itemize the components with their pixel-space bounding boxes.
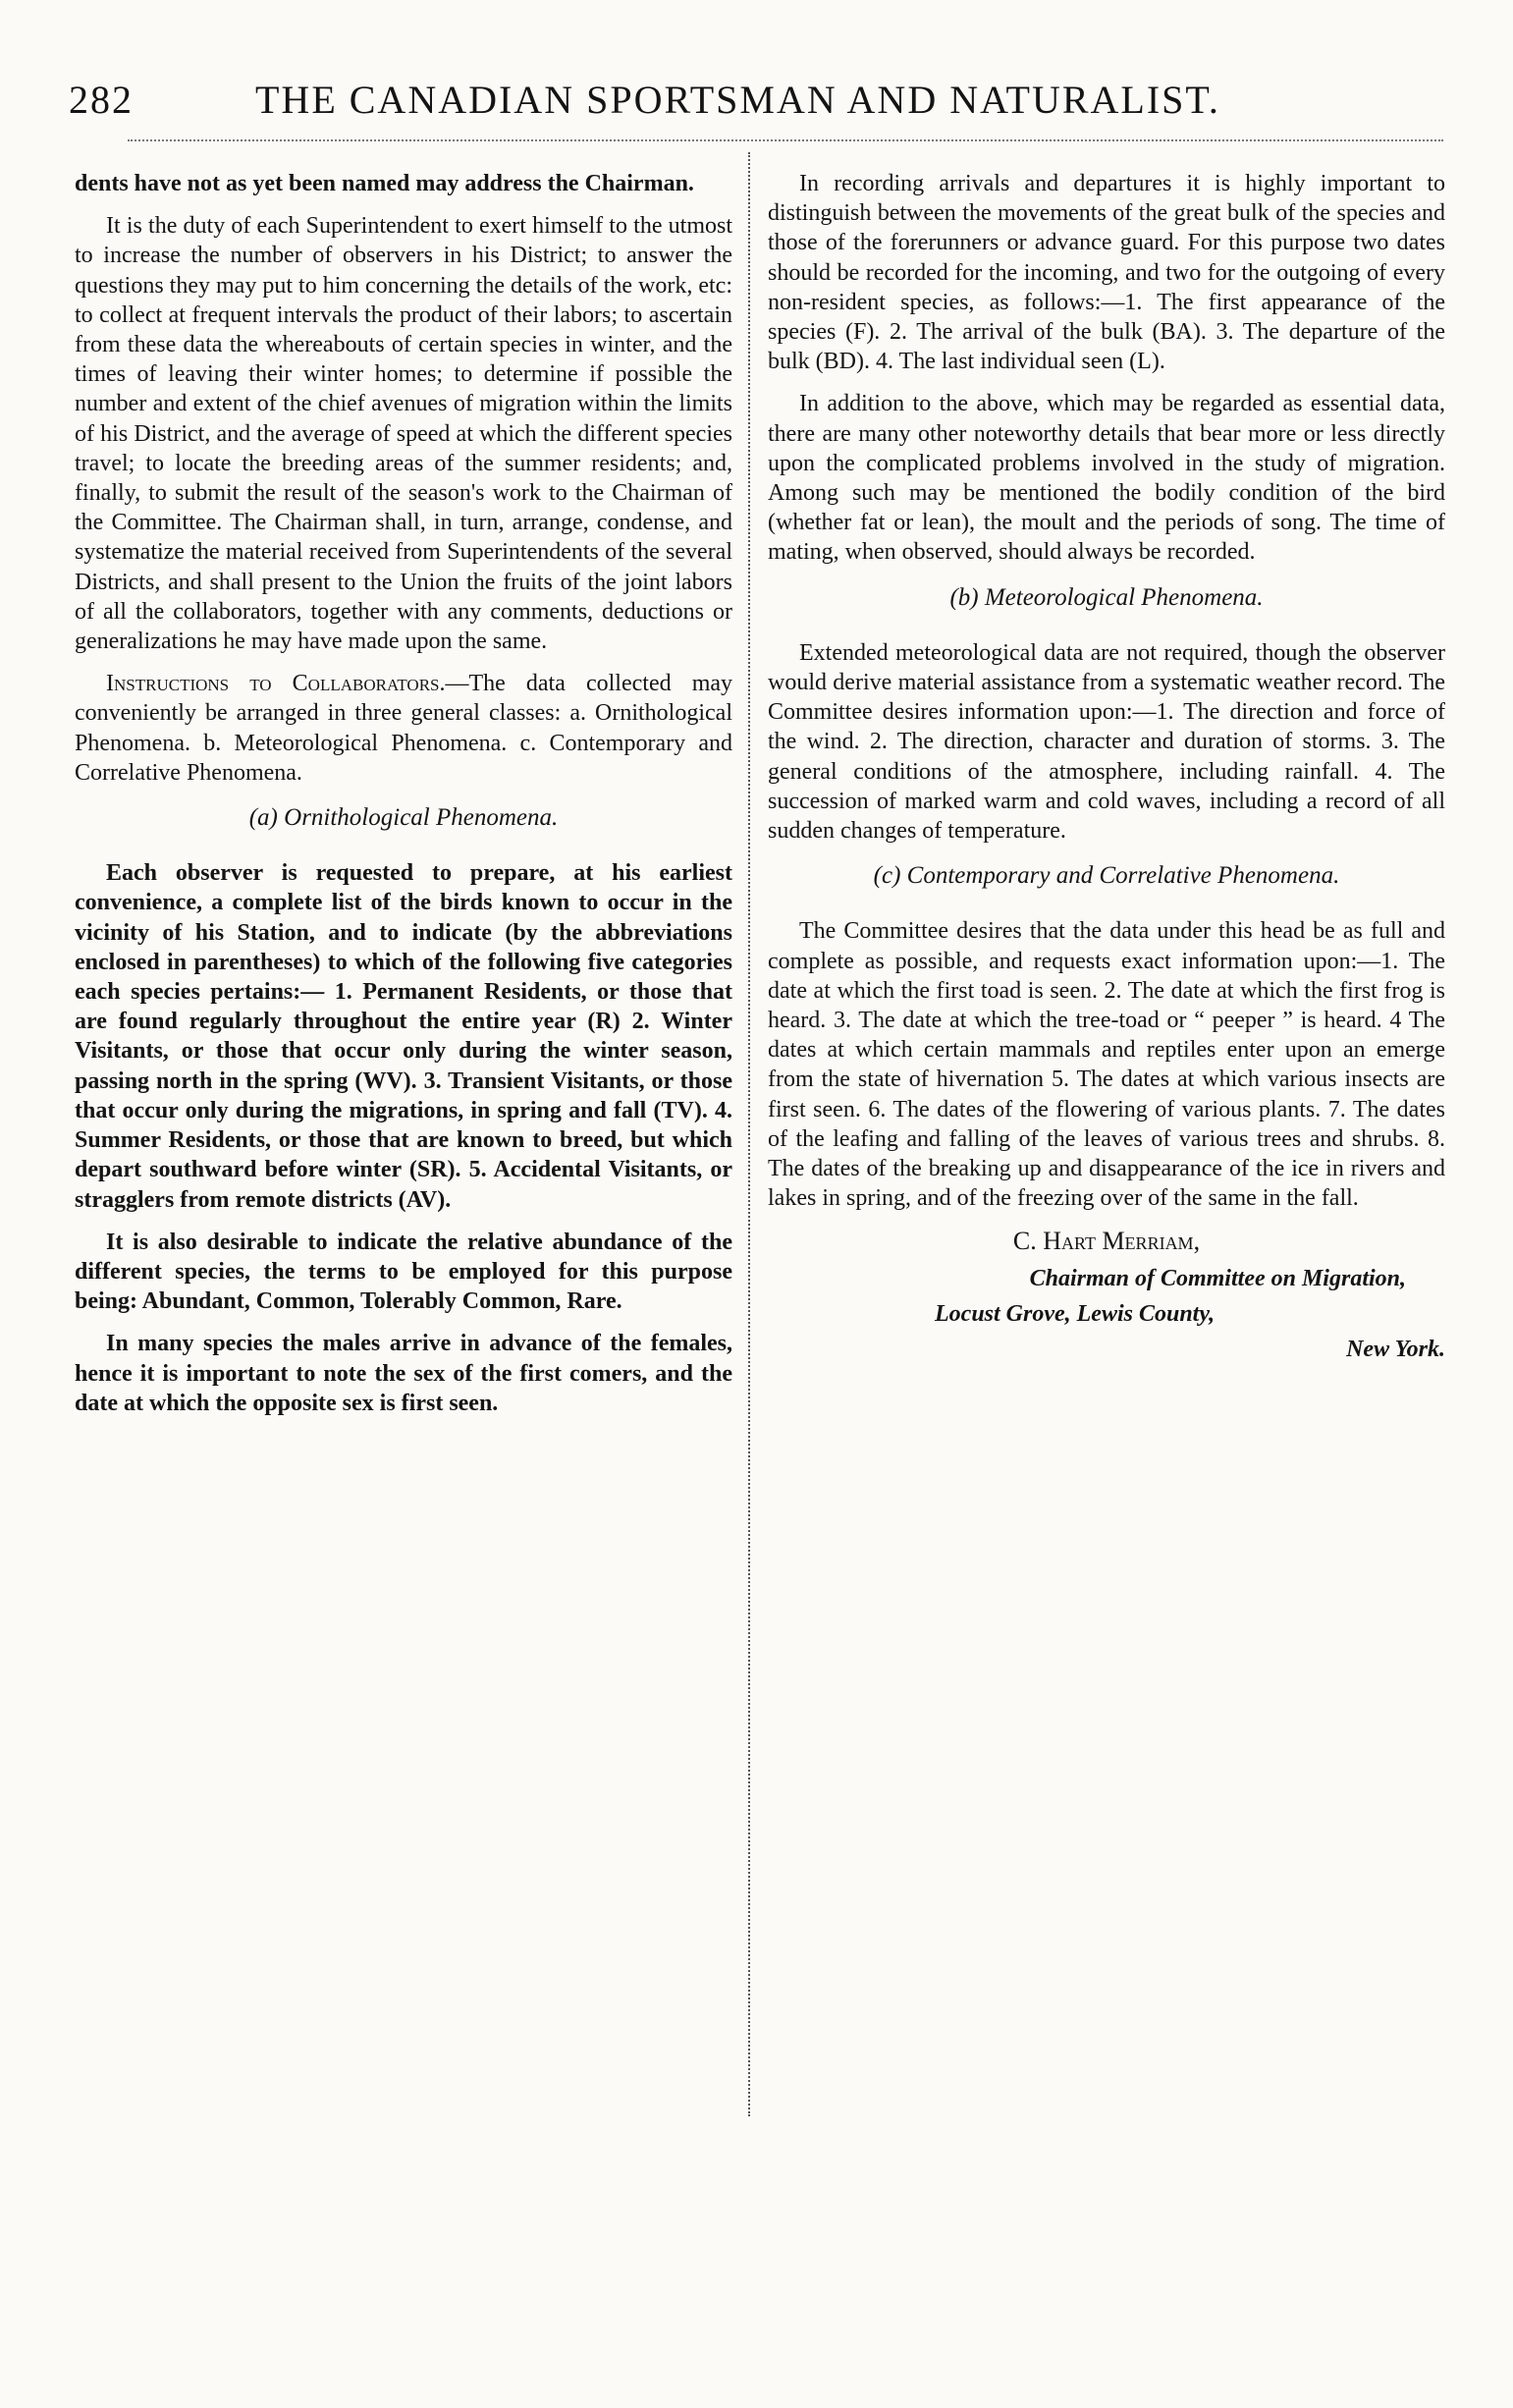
paragraph-arrivals-departures: In recording arrivals and departures it is highly important to distinguish between the movements of the great bulk of the species and those of the forerunners or advance guard. For this purpose two dates should be recorded for the incoming, and two for the outgoing of every non-resident species, as follows:—1. The first appearance of the species (F). 2. The arrival of the bulk (BA). 3. The departure of the bulk (BD). 4. The last individual seen (L).: [768, 171, 1445, 375]
header-rule: [128, 139, 1443, 141]
paragraph-sex: In many species the males arrive in advance of the females, hence it is important to note the sex of the first comers, and the date at which the opposite sex is first seen.: [75, 1331, 732, 1416]
left-column: [75, 169, 732, 1431]
signature-block: [768, 1227, 1445, 1365]
signature-state: New York.: [1346, 1337, 1445, 1363]
paragraph-categories: Each observer is requested to prepare, at his earliest convenience, a complete list of the birds known to occur in the vicinity of his Station, and to indicate (by the abbreviations enclosed in parentheses) to which of the following five categories each species pertains:— 1. Permanent Residents, or those that are found regularly throughout the entire year (R) 2. Winter Visitants, or those that occur only during the winter season, passing north in the spring (WV). 3. Transient Visitants, or those that occur only during the migrations, in spring and fall (TV). 4. Summer Residents, or those that are known to breed, but which depart southward before winter (SR). 5. Accidental Visitants, or stragglers from remote districts (AV).: [75, 860, 732, 1213]
column-divider: [748, 152, 750, 2116]
signature-title: Chairman of Committee on Migration,: [1029, 1265, 1406, 1291]
paragraph-meteorological: Extended meteorological data are not required, though the observer would derive material assistance from a systematic weather record. The Committee desires information upon:—1. The direction and force of the wind. 2. The direction, character and duration of storms. 3. The general conditions of the atmosphere, including rainfall. 4. The succession of marked warm and cold waves, including a record of all sudden changes of temperature.: [768, 639, 1445, 845]
page-header: [69, 77, 1443, 136]
page-number: 282: [69, 78, 134, 122]
heading-meteorological: (b) Meteorological Phenomena.: [949, 583, 1264, 611]
paragraph-continuation: dents have not as yet been named may address the Chairman.: [75, 171, 694, 196]
instructions-label: Instructions to Collaborators.: [106, 671, 446, 697]
paragraph-superintendent-duties: It is the duty of each Superintendent to exert himself to the utmost to increase the number of observers in his District; to answer the questions they may put to him concerning the details of the work, etc: to collect at frequent intervals the product of their labors; to ascertain from these data the whereabouts of certain species in winter, and the times of leaving their winter homes; to determine if possible the number and extent of the chief avenues of migration within the limits of his District, and the average of speed at which the different species travel; to locate the breeding areas of the summer residents; and, finally, to submit the result of the season's work to the Chairman of the Committee. The Chairman shall, in turn, arrange, condense, and systematize the material received from Superintendents of the several Districts, and shall present to the Union the fruits of the joint labors of all the collaborators, together with any comments, deductions or generalizations he may have made upon the same.: [75, 213, 732, 655]
instructions-text: —The data collected may conveniently be arranged in three general classes: a. Ornithological Phenomena. b. Meteorological Phenomena. c. Contemporary and Correlative Phenomena.: [75, 671, 733, 786]
heading-correlative: (c) Contemporary and Correlative Phenomena.: [873, 862, 1340, 890]
signature-name: C. Hart Merriam,: [1012, 1226, 1201, 1255]
signature-location: Locust Grove, Lewis County,: [935, 1300, 1216, 1327]
paragraph-correlative: The Committee desires that the data under this head be as full and complete as possible, and requests exact information upon:—1. The date at which the first toad is seen. 2. The date at which the first frog is heard. 3. The date at which the tree-toad or “ peeper ” is heard. 4 The dates at which certain mammals and reptiles enter upon an emerge from the state of hivernation 5. The dates at which various insects are first seen. 6. The dates of the flowering of various plants. 7. The dates of the leafing and falling of the leaves of various trees and shrubs. 8. The dates of the breaking up and disappearance of the ice in rivers and lakes in spring, and of the freezing over of the same in the fall.: [768, 918, 1445, 1212]
paragraph-essential-data: In addition to the above, which may be regarded as essential data, there are many other noteworthy details that bear more or less directly upon the complicated problems involved in the study of migration. Among such may be mentioned the bodily condition of the bird (whether fat or lean), the moult and the periods of song. The time of mating, when observed, should always be recorded.: [768, 391, 1445, 566]
heading-ornithological: (a) Ornithological Phenomena.: [248, 804, 559, 832]
paragraph-instructions: [75, 669, 732, 788]
paragraph-abundance: It is also desirable to indicate the relative abundance of the different species, the terms to be employed for this purpose being: Abundant, Common, Tolerably Common, Rare.: [75, 1229, 732, 1315]
right-column: [768, 169, 1445, 1370]
journal-title: THE CANADIAN SPORTSMAN AND NATURALIST.: [255, 78, 1220, 122]
